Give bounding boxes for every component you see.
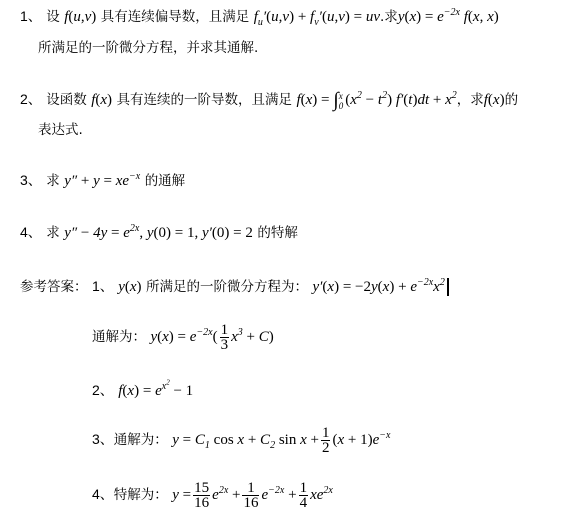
answer-number: 4、	[92, 486, 114, 502]
problem-4	[20, 222, 298, 243]
answer-label: 特解为：	[113, 487, 168, 503]
math-f-x: f(x)	[483, 92, 505, 108]
math-y-x: y(x)	[118, 279, 142, 295]
problem-text: 求	[46, 225, 60, 241]
answer-label: 通解为：	[92, 329, 146, 345]
problem-number: 1、	[20, 8, 42, 24]
math-equation-1: $f_u'(u,v) + f_v'(u,v)$ = uv	[253, 9, 381, 28]
problem-number: 4、	[20, 224, 42, 240]
answer-1-general	[92, 322, 274, 352]
math-ode-3: $y'' + y = xe^{-x}$	[64, 171, 141, 189]
problem-2-line2: 表达式.	[38, 122, 83, 138]
problem-text: 具有连续偏导数，且满足	[100, 9, 250, 25]
problem-text: ，求	[456, 92, 484, 108]
text-cursor	[447, 278, 449, 296]
answer-number: 3、	[92, 431, 114, 447]
math-answer-4: y = $\frac{15}{16}$ $e^{2x}$ + $\frac{1}{16}$ $e^{-2x}$ + $\frac{1}{4}$ $xe^{2x}$	[172, 480, 333, 512]
answer-number: 2、	[92, 382, 114, 398]
answer-1	[20, 276, 449, 297]
problem-number: 3、	[20, 172, 42, 188]
answer-number: 1、	[91, 278, 114, 294]
problem-3	[20, 170, 185, 191]
problem-text: 具有连续的一阶导数，且满足	[116, 92, 292, 108]
problem-2	[20, 88, 518, 111]
problem-text: 的特解	[257, 225, 298, 241]
answer-heading: 参考答案：	[20, 279, 88, 295]
problem-text: 设函数	[46, 92, 87, 108]
math-answer-1-solution: $y(x) = e^{-2x}$( $\frac{1}{3}$ $x^3 + C$)	[150, 322, 274, 354]
problem-text: 的通解	[144, 173, 186, 189]
math-ode-4: $y'' - 4y = e^{2x}$, y(0) = 1, y′(0) = 2	[64, 223, 253, 241]
answer-2	[92, 380, 193, 401]
answer-4	[92, 478, 333, 511]
problem-number: 2、	[20, 91, 42, 107]
problem-text: .求	[380, 9, 398, 25]
math-f-x: f(x)	[91, 92, 113, 108]
problem-text: 的	[504, 92, 519, 108]
answer-3	[92, 424, 390, 455]
answer-text: 所满足的一阶微分方程为：	[146, 279, 308, 295]
problem-1-line2: 所满足的一阶微分方程，并求其通解.	[38, 40, 259, 56]
math-answer-3: $y = C_1$ $\cos x + C_2$ sin x + $\frac{1}{2}$ $(x + 1)e^{-x}$	[172, 425, 391, 457]
answer-label: 通解为：	[113, 432, 168, 448]
problem-text: 求	[46, 173, 60, 189]
math-y-def: $y(x) = e^{-2x}$ f(x, x)	[397, 7, 499, 25]
problem-text: 设	[46, 9, 60, 25]
math-integral-equation: f(x) = ∫ x 0 $(x^2 - t^2) f'(t)dt + x^2$	[296, 89, 457, 111]
math-answer-2: $f(x) = e^{x^2} - 1$	[118, 378, 194, 399]
math-answer-1-ode: $y'(x) = -2y(x) + e^{-2x}x^2$	[312, 277, 445, 295]
problem-1	[20, 6, 499, 27]
math-f-uv: f(u,v)	[64, 9, 97, 25]
